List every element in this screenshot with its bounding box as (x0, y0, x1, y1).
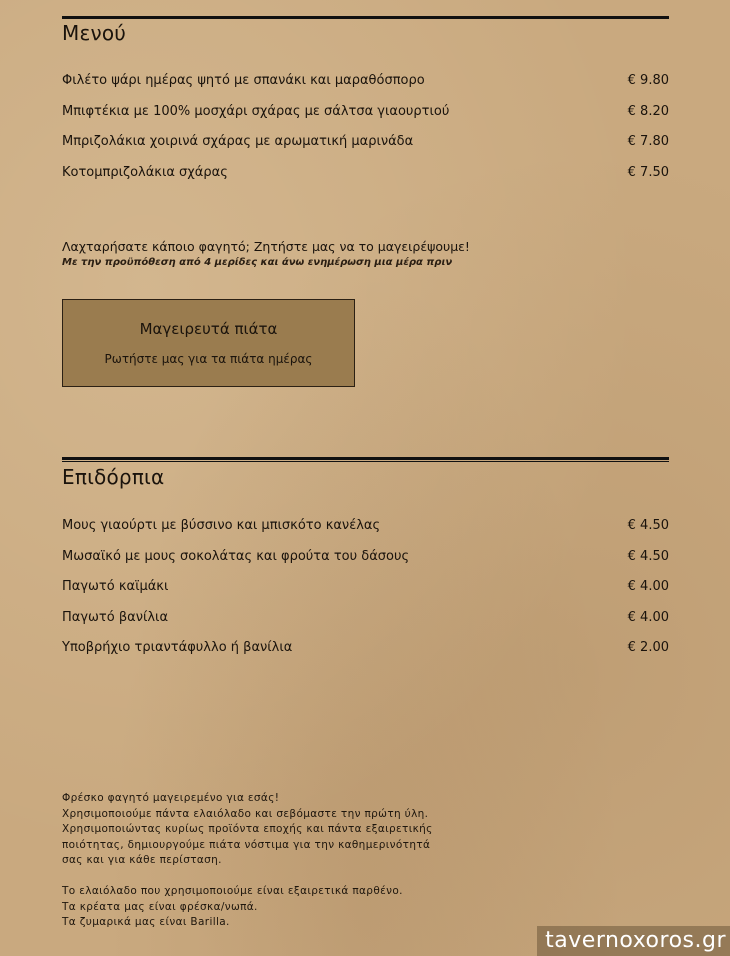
menu-item-name: Φιλέτο ψάρι ημέρας ψητό με σπανάκι και μαραθόσπορο (62, 73, 425, 88)
menu-section (62, 16, 669, 188)
menu-item-name: Κοτομπριζολάκια σχάρας (62, 164, 228, 180)
desserts-rule (62, 461, 669, 462)
dessert-item-name: Παγωτό καϊμάκι (62, 579, 169, 594)
footer-line: Χρησιμοποιώντας κυρίως προϊόντα εποχής και πάντα εξαιρετικής (62, 823, 433, 835)
menu-item-price: € 9.80 (627, 73, 669, 88)
footer-line: Χρησιμοποιούμε πάντα ελαιόλαδο και σεβόμαστε την πρώτη ύλη. (62, 807, 429, 820)
dessert-item-name: Παγωτό βανίλια (62, 609, 169, 625)
footer-text (62, 791, 482, 931)
dessert-item-price: € 4.00 (627, 579, 669, 594)
menu-item-price: € 7.80 (627, 134, 669, 149)
dessert-item (62, 511, 669, 542)
menu-item (62, 158, 669, 189)
dessert-item (62, 633, 669, 664)
footer-line: ποιότητας, δημιουργούμε πιάτα νόστιμα για την καθημερινότητά (62, 838, 431, 851)
footer-line: Τα ζυμαρικά μας είναι Barilla. (62, 916, 230, 928)
footer-gap (62, 869, 482, 885)
dessert-item-name: Μωσαϊκό με μους σοκολάτας και φρούτα του δάσους (62, 548, 410, 564)
site-watermark: tavernoxoros.gr (537, 926, 730, 956)
menu-item (62, 66, 669, 97)
menu-item-price: € 8.20 (627, 103, 669, 119)
custom-order-condition: Με την προϋπόθεση από 4 μερίδες και άνω ενημέρωση μια μέρα πριν (62, 257, 453, 268)
menu-item (62, 127, 669, 158)
desserts-title: Επιδόρπια (62, 465, 165, 489)
dessert-item (62, 603, 669, 634)
menu-title: Μενού (62, 21, 127, 45)
menu-list (62, 66, 669, 188)
dessert-item-price: € 2.00 (627, 640, 669, 655)
footer-line: Τα κρέατα μας είναι φρέσκα/νωπά. (62, 900, 258, 913)
menu-item-name: Μπιφτέκια με 100% μοσχάρι σχάρας με σάλτσα γιαουρτιού (62, 103, 450, 119)
dessert-item-price: € 4.50 (627, 518, 669, 533)
cooked-dishes-subtitle: Ρωτήστε μας για τα πιάτα ημέρας (104, 352, 313, 366)
dessert-item-price: € 4.50 (627, 548, 669, 564)
custom-order-main: Λαχταρήσατε κάποιο φαγητό; Ζητήστε μας να το μαγειρέψουμε! (62, 239, 470, 254)
menu-item-price: € 7.50 (627, 164, 669, 180)
dessert-item-name: Υποβρήχιο τριαντάφυλλο ή βανίλια (62, 640, 293, 655)
dessert-item (62, 572, 669, 603)
footer-line: σας και για κάθε περίσταση. (62, 854, 222, 866)
cooked-dishes-title: Μαγειρευτά πιάτα (139, 320, 278, 338)
dessert-item (62, 542, 669, 573)
footer-line: Φρέσκο φαγητό μαγειρεμένο για εσάς! (62, 792, 280, 804)
cooked-dishes-box (62, 299, 355, 387)
custom-order-note (62, 238, 582, 269)
desserts-section (62, 457, 669, 664)
menu-item (62, 97, 669, 128)
dessert-item-price: € 4.00 (627, 609, 669, 625)
footer-line: Το ελαιόλαδο που χρησιμοποιούμε είναι εξαιρετικά παρθένο. (62, 885, 403, 897)
dessert-item-name: Μους γιαούρτι με βύσσινο και μπισκότο κανέλας (62, 518, 381, 533)
desserts-list (62, 511, 669, 664)
menu-item-name: Μπριζολάκια χοιρινά σχάρας με αρωματική μαρινάδα (62, 134, 414, 149)
